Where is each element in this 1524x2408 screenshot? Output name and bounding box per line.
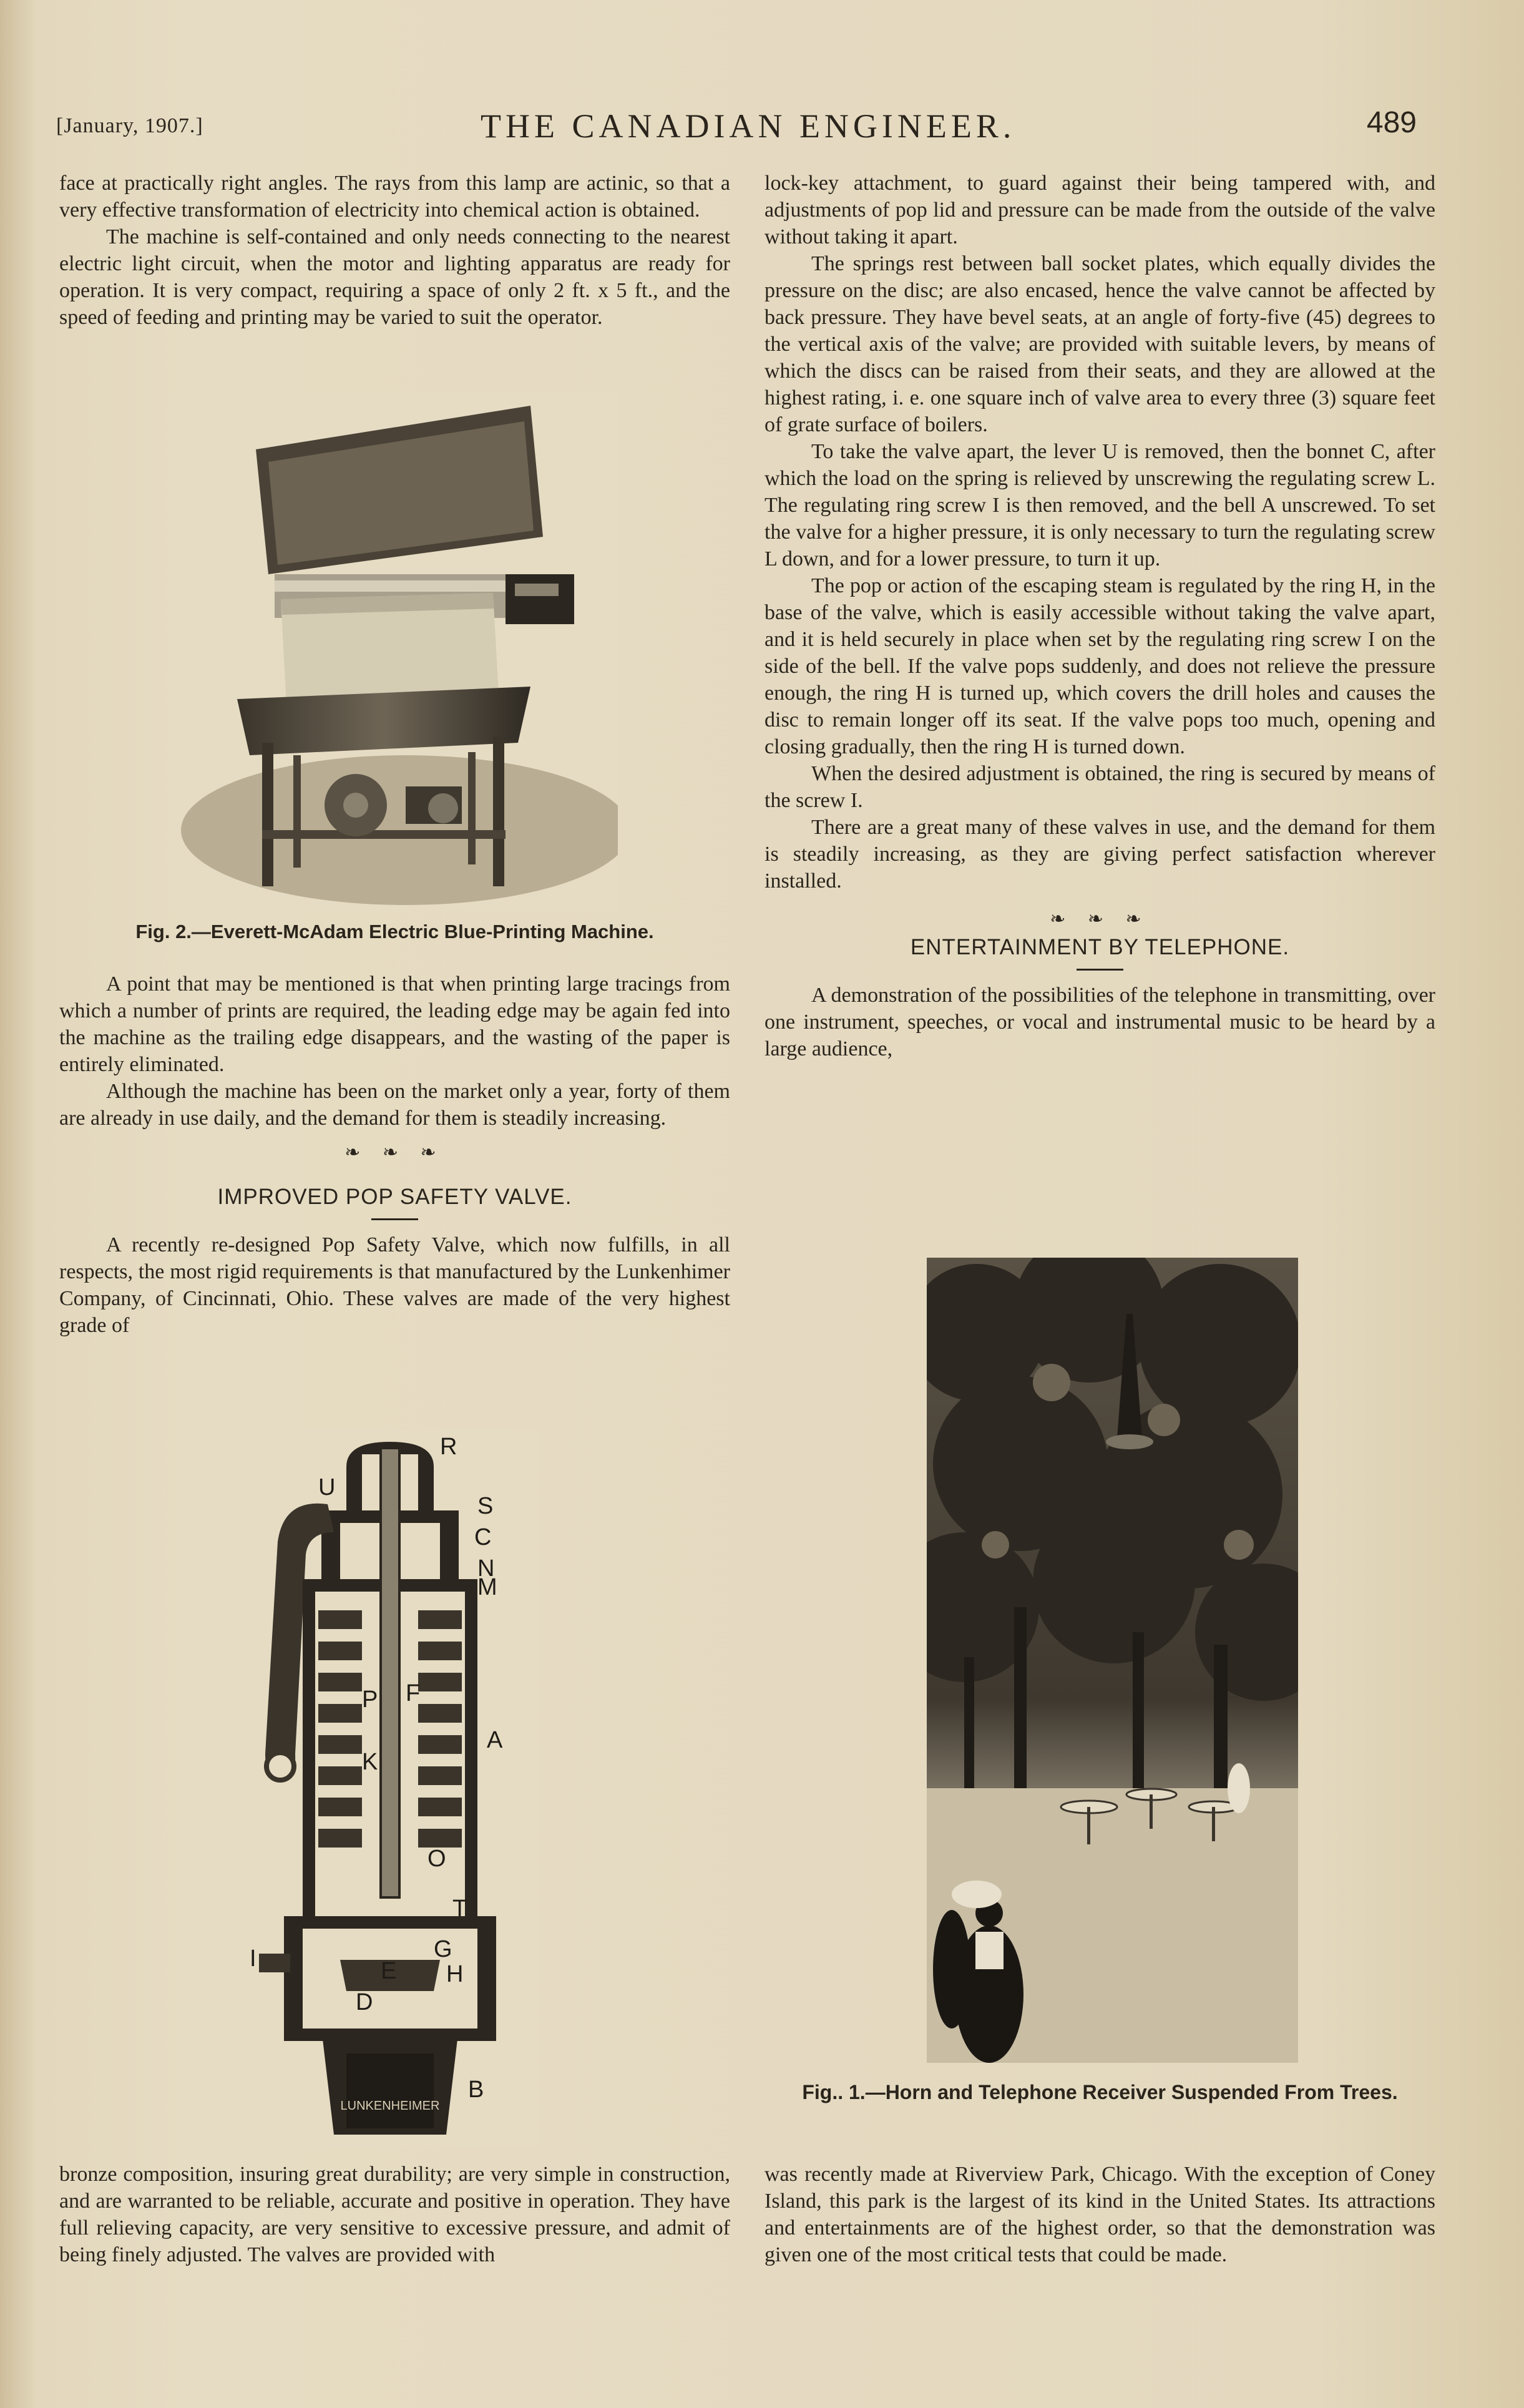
figure-caption: Fig.. 1.—Horn and Telephone Receiver Suspended From Trees. — [802, 2081, 1398, 2103]
ornament-divider: ❧ ❧ ❧ — [344, 1142, 445, 1163]
fig2-caption-wrap — [59, 921, 730, 943]
paragraph: To take the valve apart, the lever U is removed, then the bonnet C, after which the load on the spring is relieved by unscrewing the regulating screw L. The regulating ring screw I is then removed, and the bell A unscrewed. To set the valve for a higher pressure, it is only necessary to turn the regulating screw L down, and for a lower pressure, to turn it up. — [764, 440, 1435, 570]
left-column-bottom — [59, 2161, 730, 2268]
label-U: U — [318, 1474, 336, 1500]
figure-caption: Fig. 2.—Everett-McAdam Electric Blue-Printing Machine. — [135, 921, 654, 942]
paragraph: bronze composition, insuring great durability; are very simple in construction, and are warranted to be reliable, accurate and positive in operation. They have full relieving capacity, are very sensitive to excessive pressure, and admit of being finely adjusted. The valves are provided with — [59, 2163, 730, 2266]
heading-rule — [1077, 969, 1123, 971]
label-D: D — [356, 1989, 373, 2015]
article-heading: ENTERTAINMENT BY TELEPHONE. — [910, 935, 1290, 959]
paragraph: The springs rest between ball socket plates, which equally divides the pressure on the disc; are also encased, hence the valve cannot be affected by back pressure. They have bevel seats, at an angle of forty-five (45) degrees to the vertical axis of the valve; are provided with suitable levers, by means of which the discs can be raised from their seats, and they are allowed at the highest rating, i. e. one square inch of valve area to every three (3) square feet of grate surface of boilers. — [764, 252, 1435, 436]
journal-title: THE CANADIAN ENGINEER. — [481, 107, 1016, 145]
paragraph: Although the machine has been on the market only a year, forty of them are already in use daily, and the demand for them is steadily increasing. — [59, 1080, 730, 1130]
paragraph: A point that may be mentioned is that when printing large tracings from which a number of prints are required, the leading edge may be again fed into the machine as the trailing edge disappears, and the wasting of the paper is entirely eliminated. — [59, 972, 730, 1076]
label-N: N — [477, 1555, 495, 1582]
heading-rule — [371, 1218, 418, 1220]
paragraph: lock-key attachment, to guard against their being tampered with, and adjustments of pop lid and pressure can be made from the outside of the valve without taking it apart. — [764, 172, 1435, 248]
label-S: S — [477, 1493, 494, 1519]
issue-date: [January, 1907.] — [56, 114, 203, 137]
blue-printing-machine-photo — [169, 393, 618, 911]
safety-valve-cross-section — [247, 1429, 540, 2147]
label-I: I — [250, 1945, 256, 1972]
paragraph: There are a great many of these valves in use, and the demand for them is steadily increasing, as they are giving perfect satisfaction wherever installed. — [764, 816, 1435, 893]
right-column-bottom — [764, 2161, 1435, 2268]
label-K: K — [362, 1749, 378, 1775]
label-T: T — [452, 1896, 467, 1922]
label-P: P — [362, 1686, 378, 1713]
valve-body-text: LUNKENHEIMER — [340, 2099, 440, 2113]
fig1-caption-wrap — [764, 2078, 1435, 2106]
label-O: O — [427, 1846, 446, 1872]
paragraph: The pop or action of the escaping steam is regulated by the ring H, in the base of the valve, which is easily accessible without taking the valve apart, and it is held securely in place when set by the regulating ring screw I on the side of the bell. If the valve pops suddenly, and does not relieve the pressure enough, the ring H is turned up, which covers the drill holes and causes the disc to remain longer off its seat. If the valve pops too much, opening and closing gradually, then the ring H is turned down. — [764, 574, 1435, 758]
article-heading: IMPROVED POP SAFETY VALVE. — [217, 1185, 572, 1209]
paragraph: A demonstration of the possibilities of the telephone in transmitting, over one instrument, speeches, or vocal and instrumental music to be heard by a large audience, — [764, 984, 1435, 1060]
riverview-park-photo — [927, 1258, 1298, 2063]
label-C: C — [474, 1524, 492, 1550]
label-A: A — [487, 1727, 503, 1753]
paragraph: When the desired adjustment is obtained, the ring is secured by means of the screw I. — [764, 762, 1435, 812]
paragraph: was recently made at Riverview Park, Chicago. With the exception of Coney Island, this park is the largest of its kind in the United States. Its attractions and entertainments are of the highest order, so that the demonstration was given one of the most critical tests that could be made. — [764, 2163, 1435, 2266]
left-column-middle — [59, 971, 730, 1339]
running-header — [56, 103, 1442, 153]
label-E: E — [381, 1958, 397, 1984]
right-column-top — [764, 170, 1435, 1062]
label-M: M — [477, 1574, 497, 1600]
paragraph: The machine is self-contained and only needs connecting to the nearest electric light circuit, when the motor and lighting apparatus are ready for operation. It is very compact, requiring a space of only 2 ft. x 5 ft., and the speed of feeding and printing may be varied to suit the operator. — [59, 225, 730, 329]
label-G: G — [434, 1936, 452, 1962]
left-column-top — [59, 170, 730, 331]
ornament-divider: ❧ ❧ ❧ — [1050, 909, 1150, 929]
label-H: H — [446, 1961, 464, 1987]
label-R: R — [440, 1434, 457, 1460]
paragraph: face at practically right angles. The rays from this lamp are actinic, so that a very effective transformation of electricity into chemical action is obtained. — [59, 172, 730, 222]
page-number: 489 — [1366, 106, 1417, 139]
label-F: F — [406, 1680, 421, 1706]
label-B: B — [468, 2077, 484, 2103]
paragraph: A recently re-designed Pop Safety Valve, which now fulfills, in all respects, the most rigid requirements is that manufactured by the Lunkenhimer Company, of Cincinnati, Ohio. These valves are made of the very highest grade of — [59, 1233, 730, 1337]
